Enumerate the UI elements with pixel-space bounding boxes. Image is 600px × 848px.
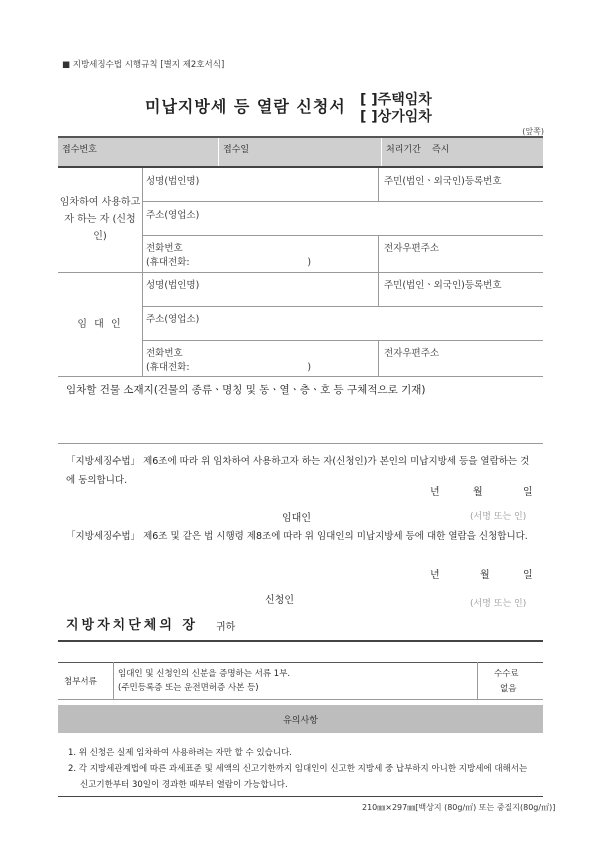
receipt-number-label: 접수번호 — [62, 145, 97, 155]
receipt-date-label: 접수일 — [223, 145, 250, 155]
consent-date-year: 년 — [430, 487, 440, 498]
request-date-month: 월 — [480, 570, 490, 581]
recipient-suffix: 귀하 — [216, 622, 236, 633]
consent-date-month: 월 — [473, 487, 483, 498]
fee-label: 수수료 — [494, 669, 519, 679]
note-2: 2. 각 지방세관계법에 따른 과세표준 및 세액의 신고기한까지 임대인이 신고한 지방세 중 납부하지 아니한 지방세에 대해서는 — [68, 764, 528, 774]
form-reference-note: ■ 지방세징수법 시행규칙 [별지 제2호서식] — [62, 60, 225, 70]
applicant-sign-note: (서명 또는 인) — [470, 599, 527, 609]
landlord-address-label: 주소(영업소) — [146, 314, 200, 325]
landlord-section-label: 임 대 인 — [77, 319, 123, 330]
request-date-year: 년 — [430, 570, 440, 581]
note-2-continued: 신고기한부터 30일이 경과한 때부터 열람이 가능합니다. — [80, 780, 288, 790]
landlord-mobile-label: (휴대전화: ) — [146, 362, 312, 373]
receipt-bar — [58, 136, 543, 168]
landlord-phone-label: 전화번호 — [146, 348, 183, 359]
applicant-sign-label: 신청인 — [265, 595, 294, 606]
landlord-sign-note: (서명 또는 인) — [470, 512, 527, 522]
attachments-line-2: (주민등록증 또는 운전면허증 사본 등) — [118, 683, 259, 693]
consent-date-day: 일 — [523, 487, 533, 498]
front-side-label: (앞쪽) — [522, 127, 544, 136]
applicant-section-label: 임차하여 사용하고자 하는 자 (신청인) — [59, 197, 141, 242]
fee-value: 없음 — [500, 684, 517, 694]
paper-spec-footer: 210㎜×297㎜[백상지 (80g/㎡) 또는 중질지(80g/㎡)] — [362, 803, 556, 812]
option-commercial-lease[interactable]: [ ]상가임차 — [360, 109, 432, 125]
caution-title: 유의사항 — [283, 716, 318, 726]
note-1: 1. 위 신청은 실제 임차하여 사용하려는 자만 할 수 있습니다. — [68, 748, 292, 758]
applicant-email-label: 전자우편주소 — [384, 243, 440, 254]
landlord-name-label: 성명(법인명) — [146, 280, 200, 291]
processing-period-label: 처리기간 — [386, 145, 421, 155]
applicant-address-label: 주소(영업소) — [146, 210, 200, 221]
recipient-title: 지방자치단체의 장 — [66, 618, 198, 633]
building-location-label: 임차할 건물 소재지(건물의 종류ㆍ명칭 및 동ㆍ열ㆍ층ㆍ호 등 구체적으로 기재) — [66, 384, 426, 396]
landlord-id-label: 주민(법인ㆍ외국인)등록번호 — [384, 280, 502, 291]
applicant-mobile-label: (휴대전화: ) — [146, 257, 312, 268]
landlord-email-label: 전자우편주소 — [384, 348, 440, 359]
attachments-line-1: 임대인 및 신청인의 신분을 증명하는 서류 1부. — [118, 669, 291, 679]
applicant-name-label: 성명(법인명) — [146, 176, 200, 187]
consent-text: 「지방세징수법」 제6조에 따라 위 임차하여 사용하고자 하는 자(신청인)가 본인의 미납지방세 등을 열람하는 것에 동의합니다. — [66, 456, 530, 486]
landlord-sign-label: 임대인 — [282, 513, 311, 524]
option-housing-lease[interactable]: [ ]주택임차 — [360, 92, 432, 108]
caution-bar — [58, 705, 543, 733]
request-date-day: 일 — [523, 570, 533, 581]
processing-period-value: 즉시 — [432, 145, 450, 155]
applicant-phone-label: 전화번호 — [146, 243, 183, 254]
attachments-label: 첨부서류 — [64, 677, 97, 687]
request-text: 「지방세징수법」 제6조 및 같은 법 시행령 제8조에 따라 위 임대인의 미납지방세 등에 대한 열람을 신청합니다. — [66, 531, 528, 542]
applicant-id-label: 주민(법인ㆍ외국인)등록번호 — [384, 176, 502, 187]
page-title: 미납지방세 등 열람 신청서 — [145, 97, 346, 116]
